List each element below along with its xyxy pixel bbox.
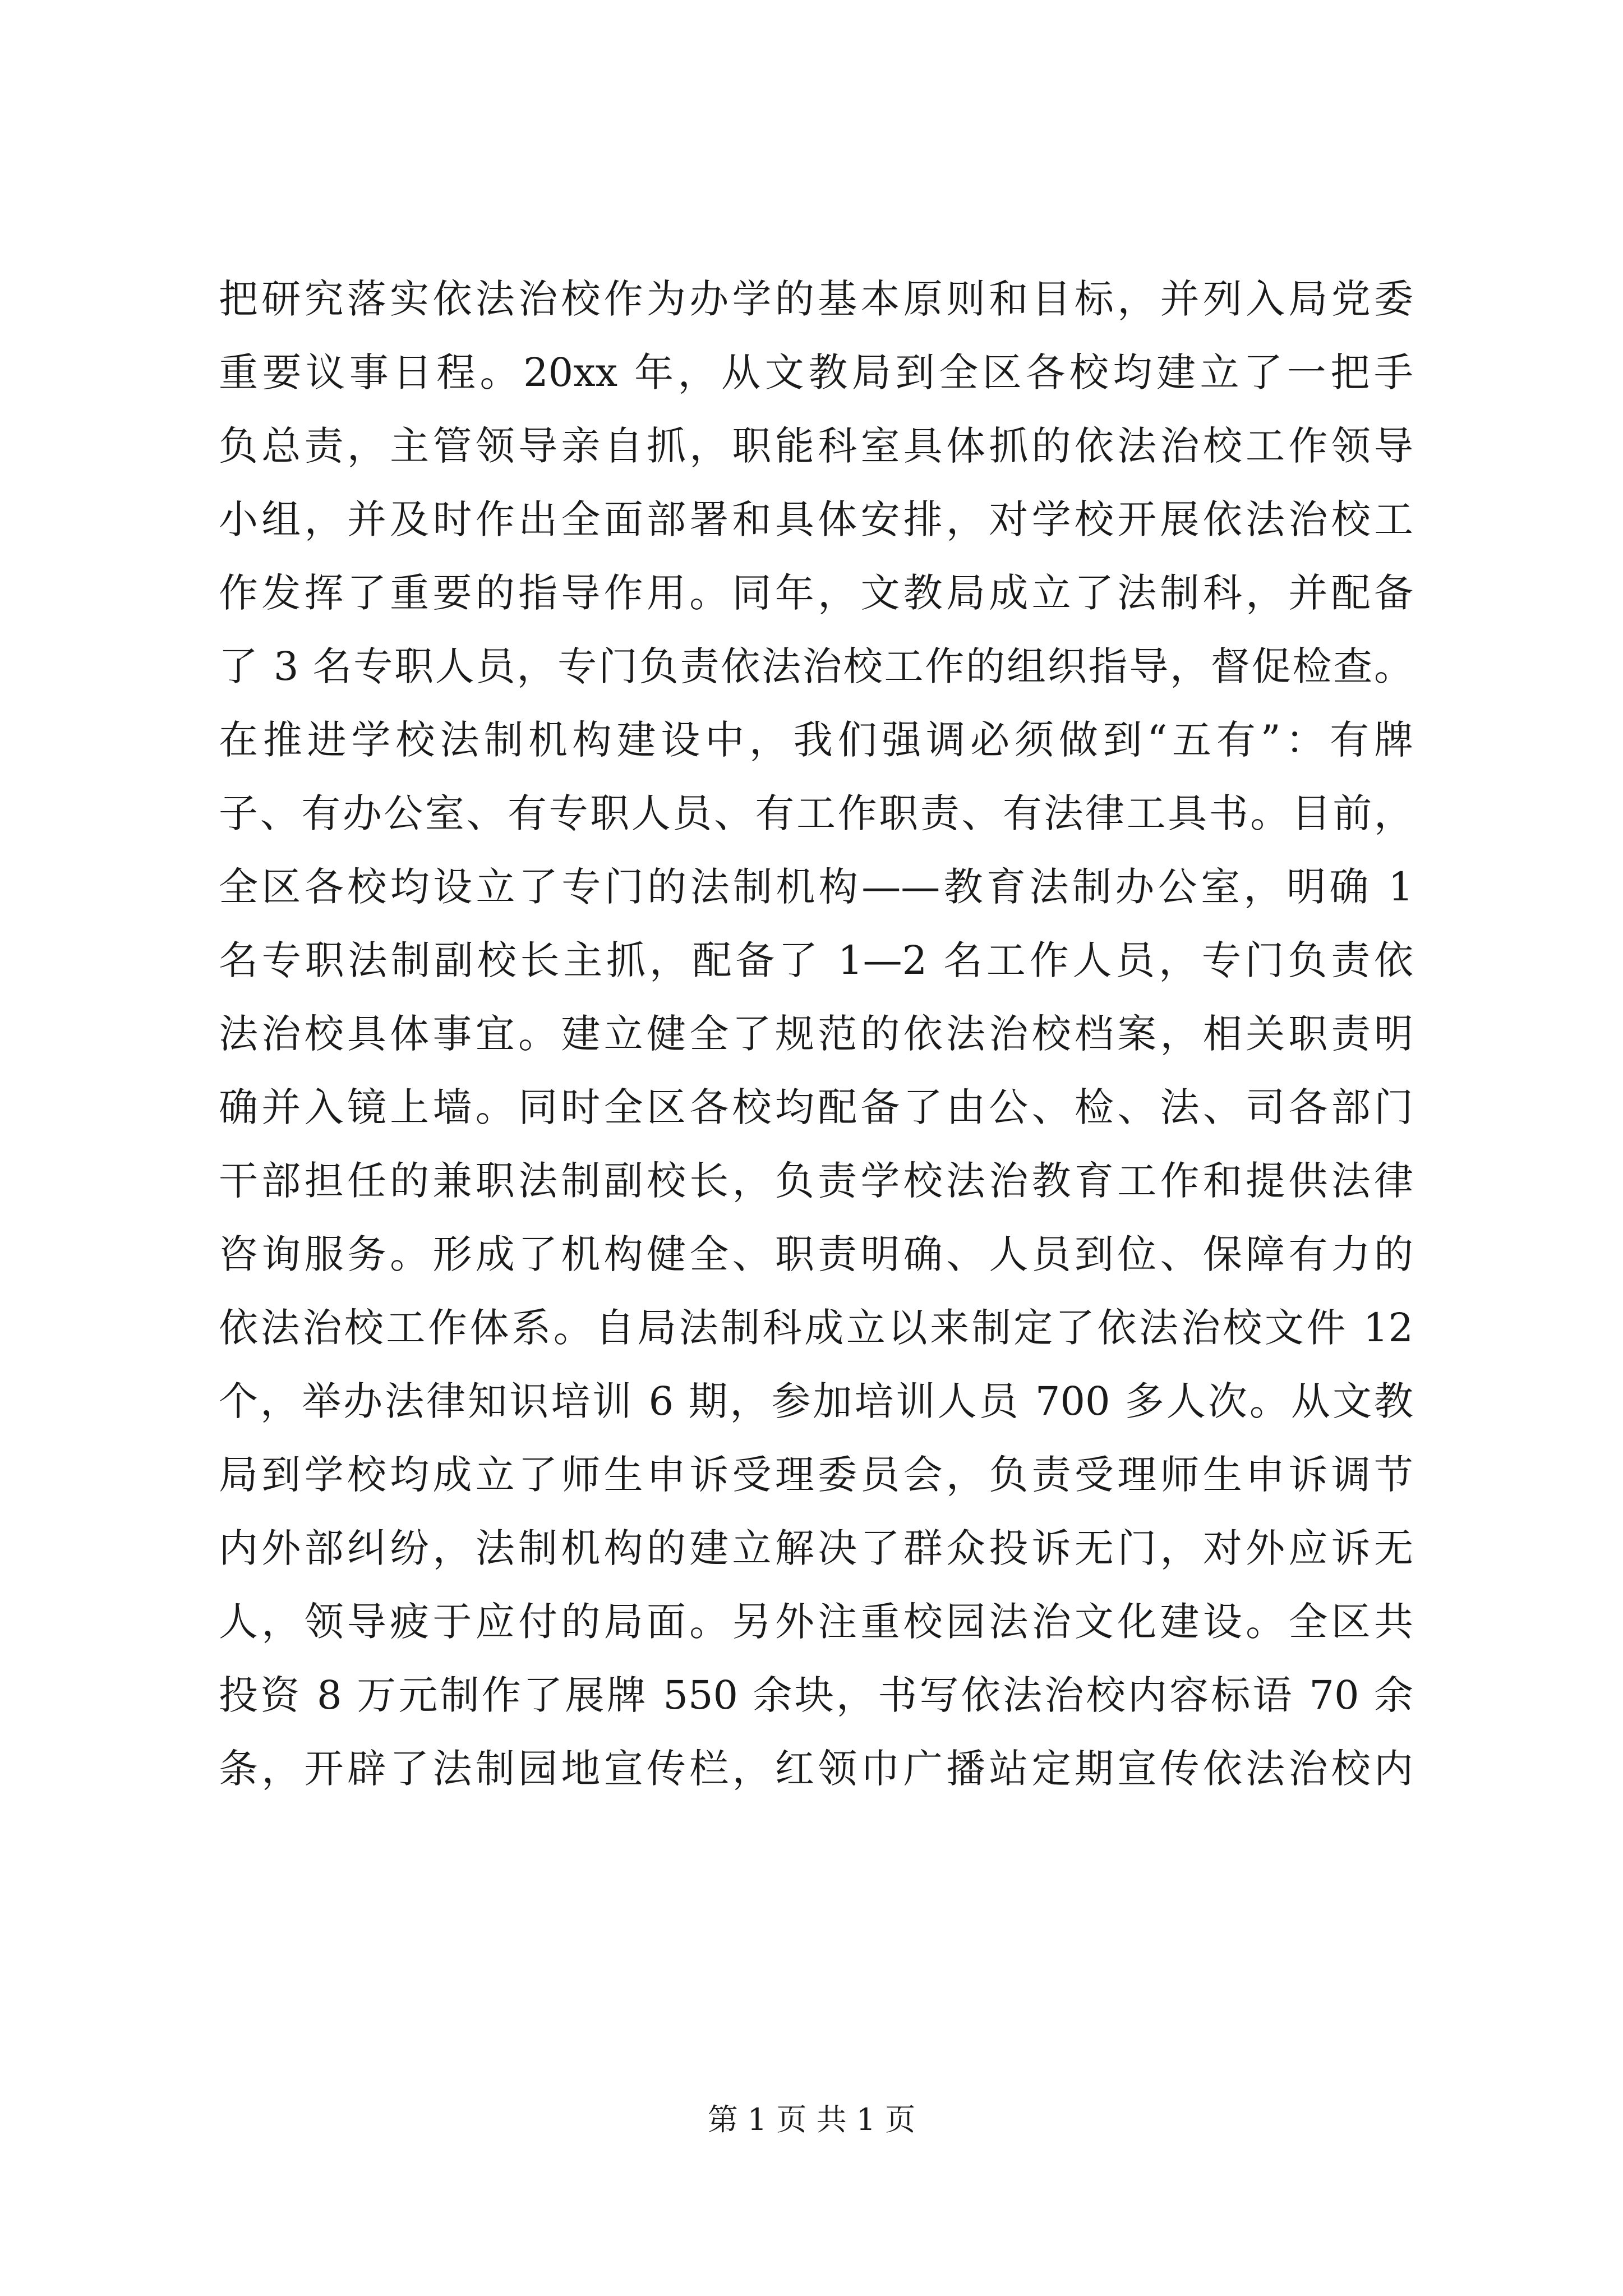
text-line: 小组，并及时作出全面部署和具体安排，对学校开展依法治校工	[219, 496, 1413, 542]
text-line: 内外部纠纷，法制机构的建立解决了群众投诉无门，对外应诉无	[219, 1525, 1413, 1571]
text-line: 条，开辟了法制园地宣传栏，红领巾广播站定期宣传依法治校内	[219, 1746, 1413, 1792]
page-footer: 第 1 页 共 1 页	[707, 2102, 916, 2137]
text-line: 子、有办公室、有专职人员、有工作职责、有法律工具书。目前，	[219, 790, 1413, 836]
text-line: 干部担任的兼职法制副校长，负责学校法治教育工作和提供法律	[219, 1158, 1413, 1204]
text-line: 投资 8 万元制作了展牌 550 余块，书写依法治校内容标语 70 余	[219, 1672, 1413, 1718]
text-line: 把研究落实依法治校作为办学的基本原则和目标，并列入局党委	[219, 276, 1413, 322]
text-line: 全区各校均设立了专门的法制机构——教育法制办公室，明确 1	[219, 864, 1413, 910]
text-line: 确并入镜上墙。同时全区各校均配备了由公、检、法、司各部门	[219, 1084, 1413, 1130]
text-line: 局到学校均成立了师生申诉受理委员会，负责受理师生申诉调节	[219, 1452, 1413, 1498]
text-line: 作发挥了重要的指导作用。同年，文教局成立了法制科，并配备	[219, 570, 1413, 616]
text-line: 个，举办法律知识培训 6 期，参加培训人员 700 多人次。从文教	[219, 1378, 1413, 1424]
text-line: 咨询服务。形成了机构健全、职责明确、人员到位、保障有力的	[219, 1231, 1413, 1277]
text-line: 负总责，主管领导亲自抓，职能科室具体抓的依法治校工作领导	[219, 423, 1413, 469]
text-line: 依法治校工作体系。自局法制科成立以来制定了依法治校文件 12	[219, 1305, 1413, 1351]
text-line: 重要议事日程。20xx 年，从文教局到全区各校均建立了一把手	[219, 349, 1413, 395]
body-paragraph	[219, 263, 1413, 1806]
text-line: 法治校具体事宜。建立健全了规范的依法治校档案，相关职责明	[219, 1011, 1413, 1057]
text-line: 在推进学校法制机构建设中，我们强调必须做到“五有”：有牌	[219, 717, 1413, 763]
text-line: 人，领导疲于应付的局面。另外注重校园法治文化建设。全区共	[219, 1599, 1413, 1645]
text-line: 名专职法制副校长主抓，配备了 1—2 名工作人员，专门负责依	[219, 937, 1413, 983]
text-line: 了 3 名专职人员，专门负责依法治校工作的组织指导，督促检查。	[219, 643, 1413, 689]
